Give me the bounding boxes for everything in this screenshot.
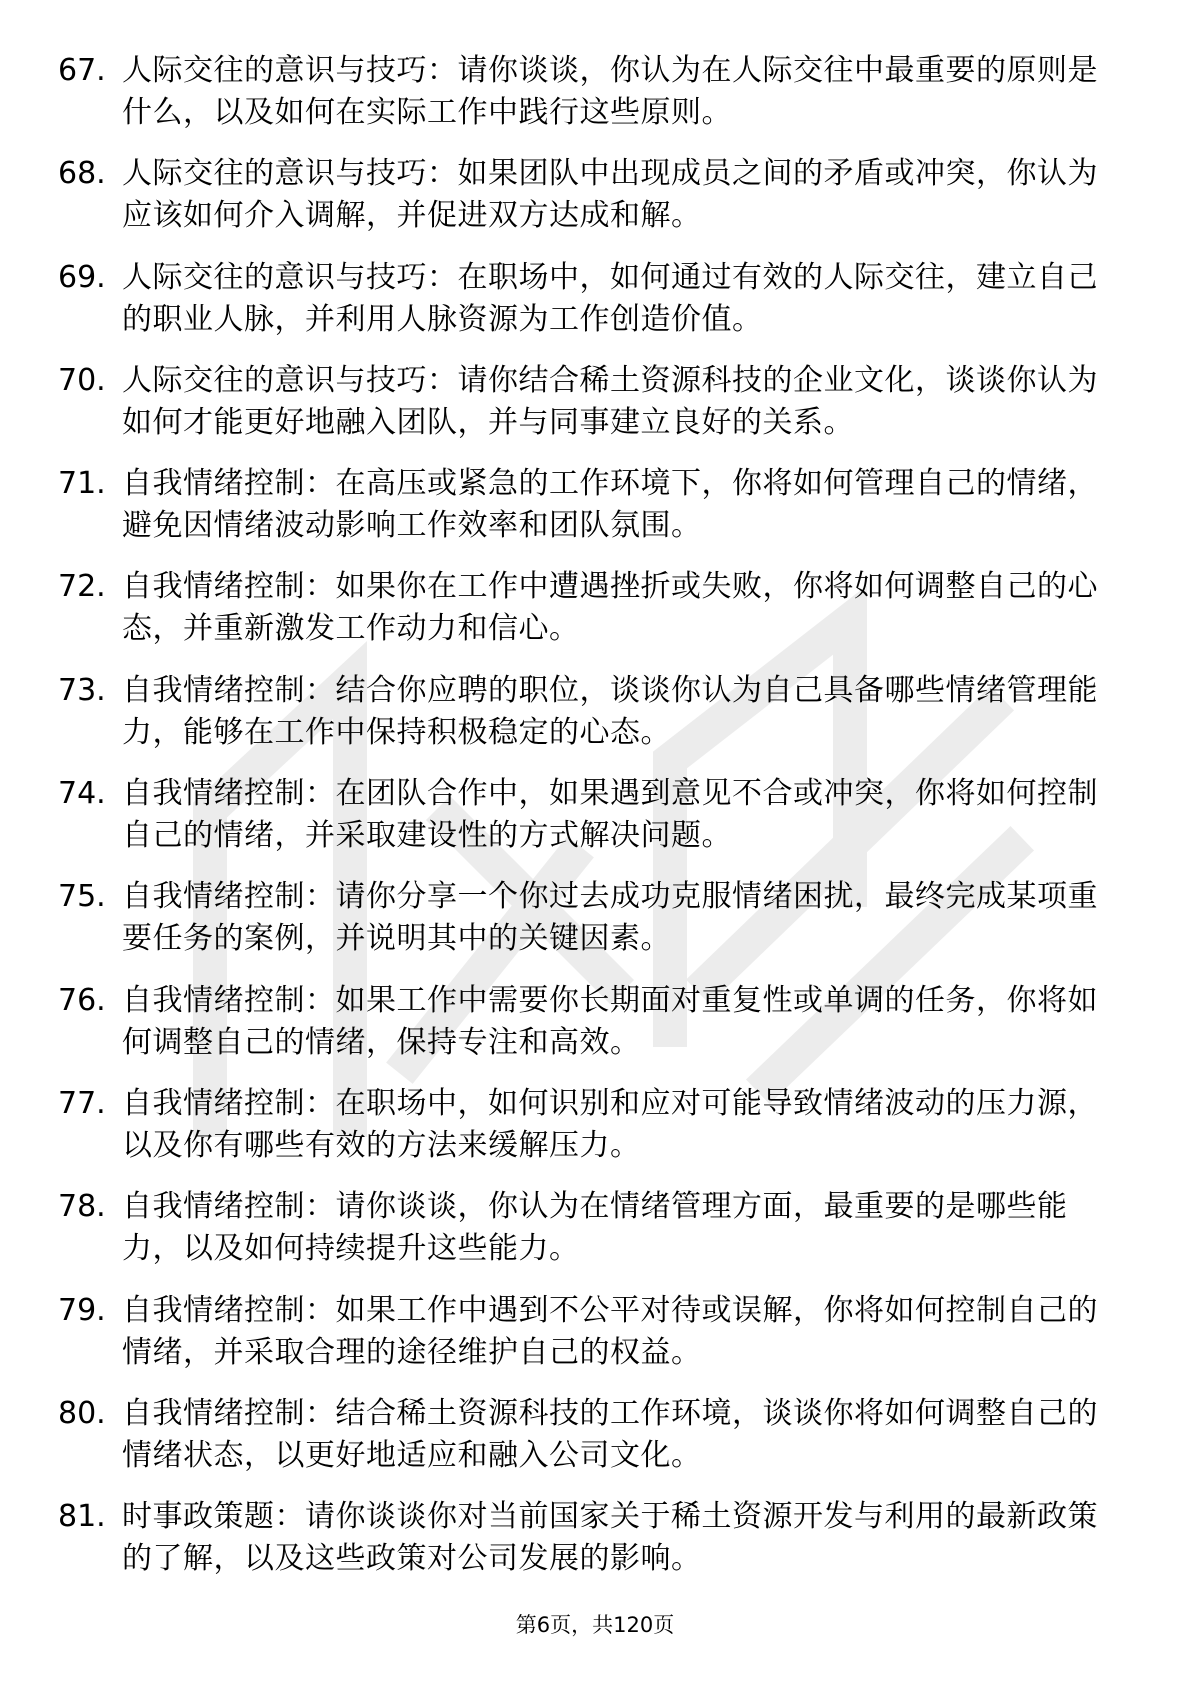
question-text: 自我情绪控制：在团队合作中，如果遇到意见不合或冲突，你将如何控制自己的情绪，并采取建设性的方式解决问题。 xyxy=(122,776,1098,854)
question-item xyxy=(58,153,1138,256)
question-text: 自我情绪控制：如果工作中遇到不公平对待或误解，你将如何控制自己的情绪，并采取合理的途径维护自己的权益。 xyxy=(122,1292,1098,1370)
question-item xyxy=(58,1186,1138,1289)
page-number-footer: 第6页，共120页 xyxy=(515,1613,675,1637)
question-item xyxy=(58,1083,1138,1186)
question-text: 自我情绪控制：如果工作中需要你长期面对重复性或单调的任务，你将如何调整自己的情绪，保持专注和高效。 xyxy=(122,982,1098,1060)
question-number: 69. xyxy=(58,259,106,295)
question-list xyxy=(58,50,1138,1599)
question-number: 72. xyxy=(58,569,106,605)
question-item xyxy=(58,773,1138,876)
question-number: 75. xyxy=(58,879,106,915)
question-number: 67. xyxy=(58,53,106,88)
question-item xyxy=(58,463,1138,566)
question-item xyxy=(58,670,1138,773)
question-text: 时事政策题：请你谈谈你对当前国家关于稀土资源开发与利用的最新政策的了解，以及这些政策对公司发展的影响。 xyxy=(122,1499,1098,1577)
question-text: 自我情绪控制：请你谈谈，你认为在情绪管理方面，最重要的是哪些能力，以及如何持续提升这些能力。 xyxy=(122,1189,1068,1267)
question-number: 74. xyxy=(58,776,106,812)
question-item xyxy=(58,566,1138,669)
question-item xyxy=(58,876,1138,979)
question-text: 自我情绪控制：结合稀土资源科技的工作环境，谈谈你将如何调整自己的情绪状态，以更好地适应和融入公司文化。 xyxy=(122,1395,1098,1473)
question-number: 68. xyxy=(58,156,106,192)
question-item xyxy=(58,980,1138,1083)
question-text: 人际交往的意识与技巧：请你结合稀土资源科技的企业文化，谈谈你认为如何才能更好地融入团队，并与同事建立良好的关系。 xyxy=(122,362,1098,440)
question-item xyxy=(58,1393,1138,1496)
question-number: 77. xyxy=(58,1085,106,1121)
question-text: 人际交往的意识与技巧：如果团队中出现成员之间的矛盾或冲突，你认为应该如何介入调解，并促进双方达成和解。 xyxy=(122,156,1098,234)
question-item xyxy=(58,50,1138,153)
question-item xyxy=(58,1290,1138,1393)
question-text: 自我情绪控制：如果你在工作中遭遇挫折或失败，你将如何调整自己的心态，并重新激发工作动力和信心。 xyxy=(122,569,1098,647)
question-item xyxy=(58,1496,1138,1599)
question-text: 自我情绪控制：请你分享一个你过去成功克服情绪困扰，最终完成某项重要任务的案例，并说明其中的关键因素。 xyxy=(122,879,1098,957)
question-item xyxy=(58,360,1138,463)
question-text: 自我情绪控制：在高压或紧急的工作环境下，你将如何管理自己的情绪，避免因情绪波动影响工作效率和团队氛围。 xyxy=(122,466,1098,544)
question-number: 78. xyxy=(58,1189,106,1225)
question-number: 71. xyxy=(58,466,106,502)
question-number: 76. xyxy=(58,982,106,1018)
question-number: 73. xyxy=(58,672,106,708)
question-text: 人际交往的意识与技巧：在职场中，如何通过有效的人际交往，建立自己的职业人脉，并利用人脉资源为工作创造价值。 xyxy=(122,259,1098,337)
question-text: 自我情绪控制：在职场中，如何识别和应对可能导致情绪波动的压力源，以及你有哪些有效的方法来缓解压力。 xyxy=(122,1085,1098,1163)
question-number: 79. xyxy=(58,1292,106,1328)
question-item xyxy=(58,257,1138,360)
question-number: 70. xyxy=(58,362,106,398)
question-text: 自我情绪控制：结合你应聘的职位，谈谈你认为自己具备哪些情绪管理能力，能够在工作中保持积极稳定的心态。 xyxy=(122,672,1098,750)
question-number: 81. xyxy=(58,1499,106,1535)
question-number: 80. xyxy=(58,1395,106,1431)
question-text: 人际交往的意识与技巧：请你谈谈，你认为在人际交往中最重要的原则是什么，以及如何在实际工作中践行这些原则。 xyxy=(122,53,1098,130)
